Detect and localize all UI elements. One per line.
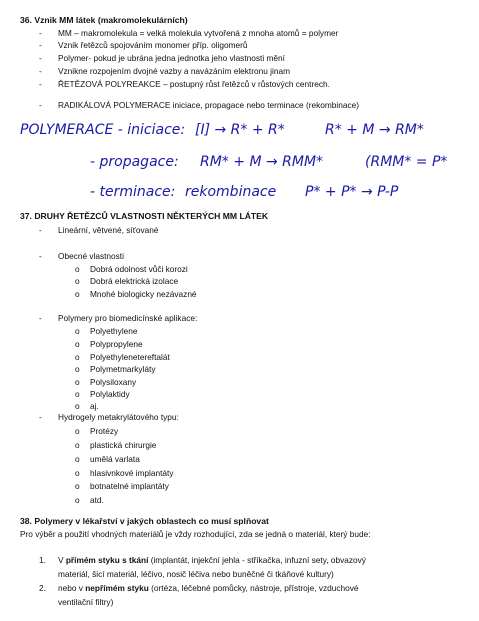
bullet-dash: - [39, 251, 42, 261]
numbered-item-1-line1 [58, 556, 366, 564]
hw-polymerace-label: POLYMERACE - iniciace: [20, 122, 186, 138]
numbered-item-2-line2: ventilační filtry) [58, 597, 114, 607]
bullet-circle: o [75, 377, 80, 387]
bullet-dash: - [39, 412, 42, 422]
bullet-circle: o [75, 352, 80, 362]
bullet-circle: o [75, 440, 80, 450]
section-37-title: 37. DRUHY ŘETĚZCŮ VLASTNOSTI NĚKTERÝCH MM LÁTEK [20, 211, 269, 221]
emphasis-text: nepřímém styku [85, 583, 149, 593]
list-item: Polymery pro biomedicínské aplikace: [58, 313, 198, 323]
hw-termination-equation: P* + P* → P-P [305, 184, 399, 200]
section-38-title: 38. Polymery v lékařství v jakých oblastech co musí splňovat [20, 516, 269, 526]
list-item: Hydrogely metakrylátového typu: [58, 412, 179, 422]
bullet-circle: o [75, 289, 80, 299]
list-number: 2. [39, 583, 46, 593]
numbered-item-1-line2: materiál, šicí materiál, léčivo, nosič léčiva nebo buněčné či tkáňové kultury) [58, 569, 334, 579]
list-item: Lineární, větvené, síťované [58, 225, 159, 235]
bullet-circle: o [75, 401, 80, 411]
bullet-circle: o [75, 454, 80, 464]
bullet-circle: o [75, 426, 80, 436]
intro-paragraph: Pro výběr a použití vhodných materiálů je vždy rozhodující, zda se jedná o materiál, který bude: [20, 529, 371, 539]
sub-list-item: Polyethylenetereftalát [90, 352, 170, 362]
sub-list-item: Polylaktidy [90, 389, 130, 399]
hw-propagation-equation: RM* + M → RMM* [200, 154, 324, 170]
list-item: ŘETĚZOVÁ POLYREAKCE – postupný růst řetězců v růstových centrech. [58, 79, 330, 89]
bullet-dash: - [39, 79, 42, 89]
list-item: Vznik řetězců spojováním monomer příp. oligomerů [58, 40, 248, 50]
section-36-title: 36. Vznik MM látek (makromolekulárních) [20, 15, 188, 25]
hw-initiation-equation-2: R* + M → RM* [325, 122, 424, 138]
sub-list-item: Polyethylene [90, 326, 138, 336]
bullet-dash: - [39, 100, 42, 110]
sub-list-item: aj. [90, 401, 99, 411]
sub-list-item: Polymetmarkyláty [90, 364, 156, 374]
list-item: Obecné vlastnosti [58, 251, 124, 261]
text-run: V [58, 555, 66, 565]
text-run: nebo v [58, 583, 86, 593]
hw-initiation-equation: [I] → R* + R* [195, 122, 285, 138]
emphasis-text: přímém styku s tkání [65, 555, 149, 565]
bullet-dash: - [39, 53, 42, 63]
sub-list-item: plastická chirurgie [90, 440, 157, 450]
list-item: RADIKÁLOVÁ POLYMERACE iniciace, propagace nebo terminace (rekombinace) [58, 100, 359, 110]
hw-propagation-label: - propagace: [90, 154, 179, 170]
sub-list-item: Polysiloxany [90, 377, 137, 387]
handwritten-notes [20, 112, 460, 210]
sub-list-item: hlasivnkové implantáty [90, 468, 174, 478]
sub-list-item: Protézy [90, 426, 119, 436]
bullet-circle: o [75, 339, 80, 349]
bullet-dash: - [39, 28, 42, 38]
hw-termination-label: - terminace: [90, 184, 176, 200]
sub-list-item: atd. [90, 495, 104, 505]
list-item: Polymer- pokud je ubrána jedna jednotka jeho vlastnosti mění [58, 53, 285, 63]
sub-list-item: umělá varlata [90, 454, 140, 464]
sub-list-item: Polypropylene [90, 339, 143, 349]
bullet-circle: o [75, 364, 80, 374]
bullet-circle: o [75, 326, 80, 336]
sub-list-item: Dobrá odolnost vůči korozi [90, 264, 188, 274]
text-run: (implantát, injekční jehla - stříkačka, infuzní sety, obvazový [148, 555, 366, 565]
list-item: MM – makromolekula = velká molekula vytvořená z mnoha atomů = polymer [58, 28, 339, 38]
sub-list-item: Mnohé biologicky nezávazné [90, 289, 197, 299]
sub-list-item: Dobrá elektrická izolace [90, 276, 179, 286]
bullet-circle: o [75, 495, 80, 505]
numbered-item-2-line1 [58, 584, 359, 592]
hw-recombination-word: rekombinace [185, 184, 277, 200]
bullet-dash: - [39, 225, 42, 235]
bullet-circle: o [75, 276, 80, 286]
bullet-dash: - [39, 40, 42, 50]
sub-list-item: botnatelné implantáty [90, 481, 169, 491]
bullet-circle: o [75, 264, 80, 274]
hw-propagation-equation-2: (RMM* = P* [365, 154, 448, 170]
bullet-circle: o [75, 389, 80, 399]
list-item: Vznikne rozpojením dvojné vazby a navázáním elektronu jinam [58, 66, 290, 76]
bullet-dash: - [39, 66, 42, 76]
text-run: (ortéza, léčebné pomůcky, nástroje, přístroje, vzduchové [148, 583, 359, 593]
bullet-dash: - [39, 313, 42, 323]
bullet-circle: o [75, 468, 80, 478]
list-number: 1. [39, 555, 46, 565]
bullet-circle: o [75, 481, 80, 491]
